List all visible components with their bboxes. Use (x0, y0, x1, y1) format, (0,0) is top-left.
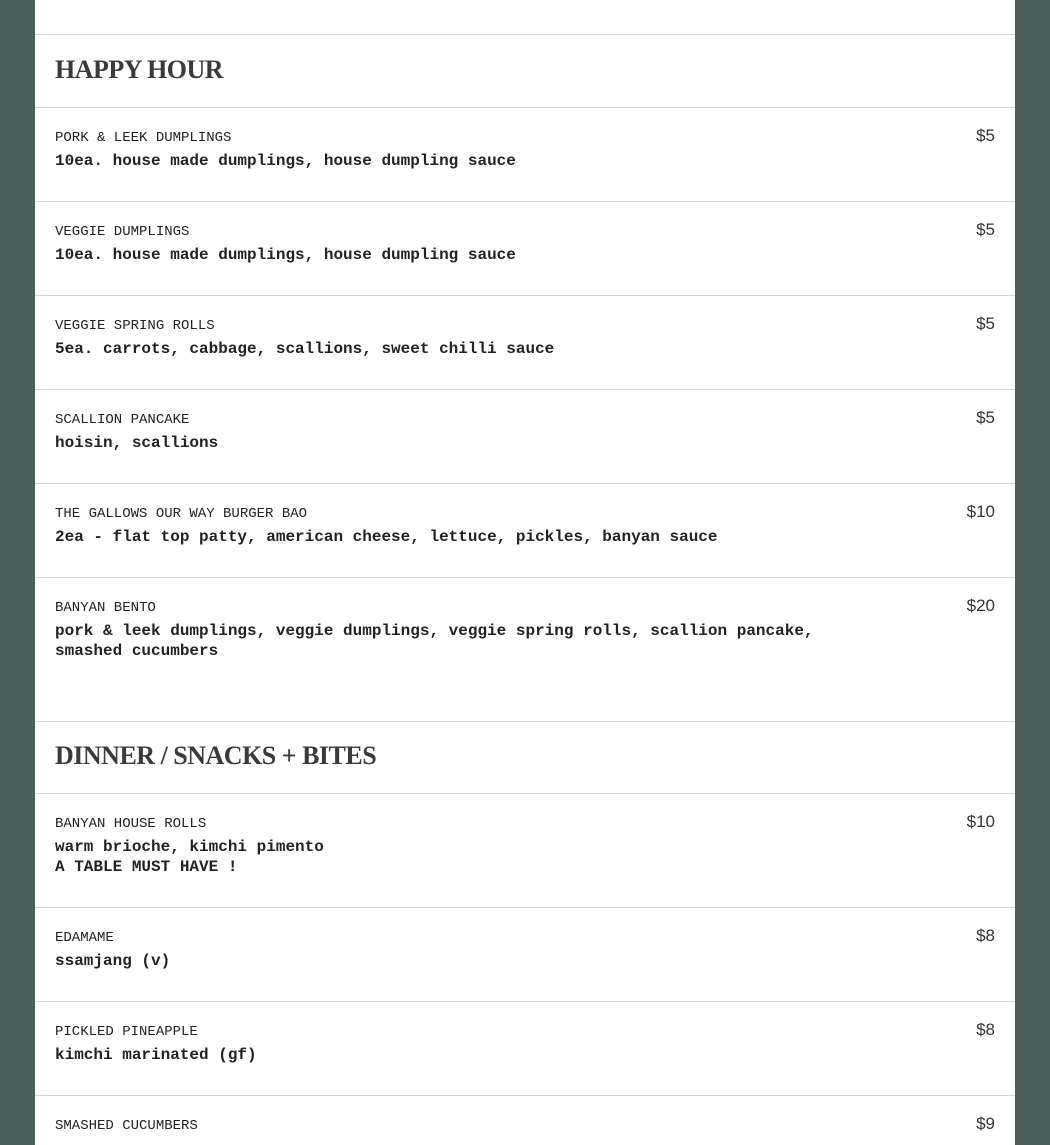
item-price: $10 (966, 812, 995, 831)
section-header-happy-hour (35, 35, 1015, 108)
menu-item (35, 390, 1015, 484)
menu-item (35, 296, 1015, 390)
item-name: VEGGIE DUMPLINGS (55, 224, 190, 240)
item-price: $5 (976, 126, 995, 145)
item-name: THE GALLOWS OUR WAY BURGER BAO (55, 506, 308, 522)
section-title: HAPPY HOUR (55, 55, 224, 84)
item-name: SCALLION PANCAKE (55, 412, 190, 428)
item-name: PICKLED PINEAPPLE (55, 1024, 198, 1040)
menu-item (35, 1002, 1015, 1096)
item-description: kimchi marinated (gf) (55, 1046, 257, 1064)
item-price: $8 (976, 1020, 995, 1039)
menu-item (35, 578, 1015, 722)
item-price: $10 (966, 502, 995, 521)
item-name: BANYAN BENTO (55, 600, 156, 616)
item-description: warm brioche, kimchi pimento (55, 838, 324, 856)
menu-item (35, 108, 1015, 202)
section-header-dinner (35, 722, 1015, 794)
menu-item (35, 908, 1015, 1002)
section-title: DINNER / SNACKS + BITES (55, 741, 377, 770)
item-description: hoisin, scallions (55, 434, 219, 452)
item-price: $8 (976, 926, 995, 945)
menu-item (35, 202, 1015, 296)
item-description: pork & leek dumplings, veggie dumplings, veggie spring rolls, scallion pancake, smashed cucumbers (55, 622, 814, 660)
item-name: EDAMAME (55, 930, 114, 946)
item-price: $5 (976, 314, 995, 333)
menu-panel (35, 0, 1015, 1145)
item-name: BANYAN HOUSE ROLLS (55, 816, 207, 832)
item-price: $5 (976, 408, 995, 427)
item-price: $20 (966, 596, 995, 615)
item-description: 10ea. house made dumplings, house dumpling sauce (55, 246, 516, 264)
menu-item (35, 1096, 1015, 1145)
menu-item (35, 794, 1015, 908)
item-name: PORK & LEEK DUMPLINGS (55, 130, 232, 146)
item-note: A TABLE MUST HAVE ! (55, 858, 238, 876)
item-description: 2ea - flat top patty, american cheese, lettuce, pickles, banyan sauce (55, 528, 718, 546)
item-name: SMASHED CUCUMBERS (55, 1118, 198, 1134)
menu-item (35, 484, 1015, 578)
item-name: VEGGIE SPRING ROLLS (55, 318, 215, 334)
item-description: ssamjang (v) (55, 952, 171, 970)
item-description: 5ea. carrots, cabbage, scallions, sweet chilli sauce (55, 340, 555, 358)
item-price: $9 (976, 1114, 995, 1133)
item-price: $5 (976, 220, 995, 239)
item-description: 10ea. house made dumplings, house dumpling sauce (55, 152, 516, 170)
